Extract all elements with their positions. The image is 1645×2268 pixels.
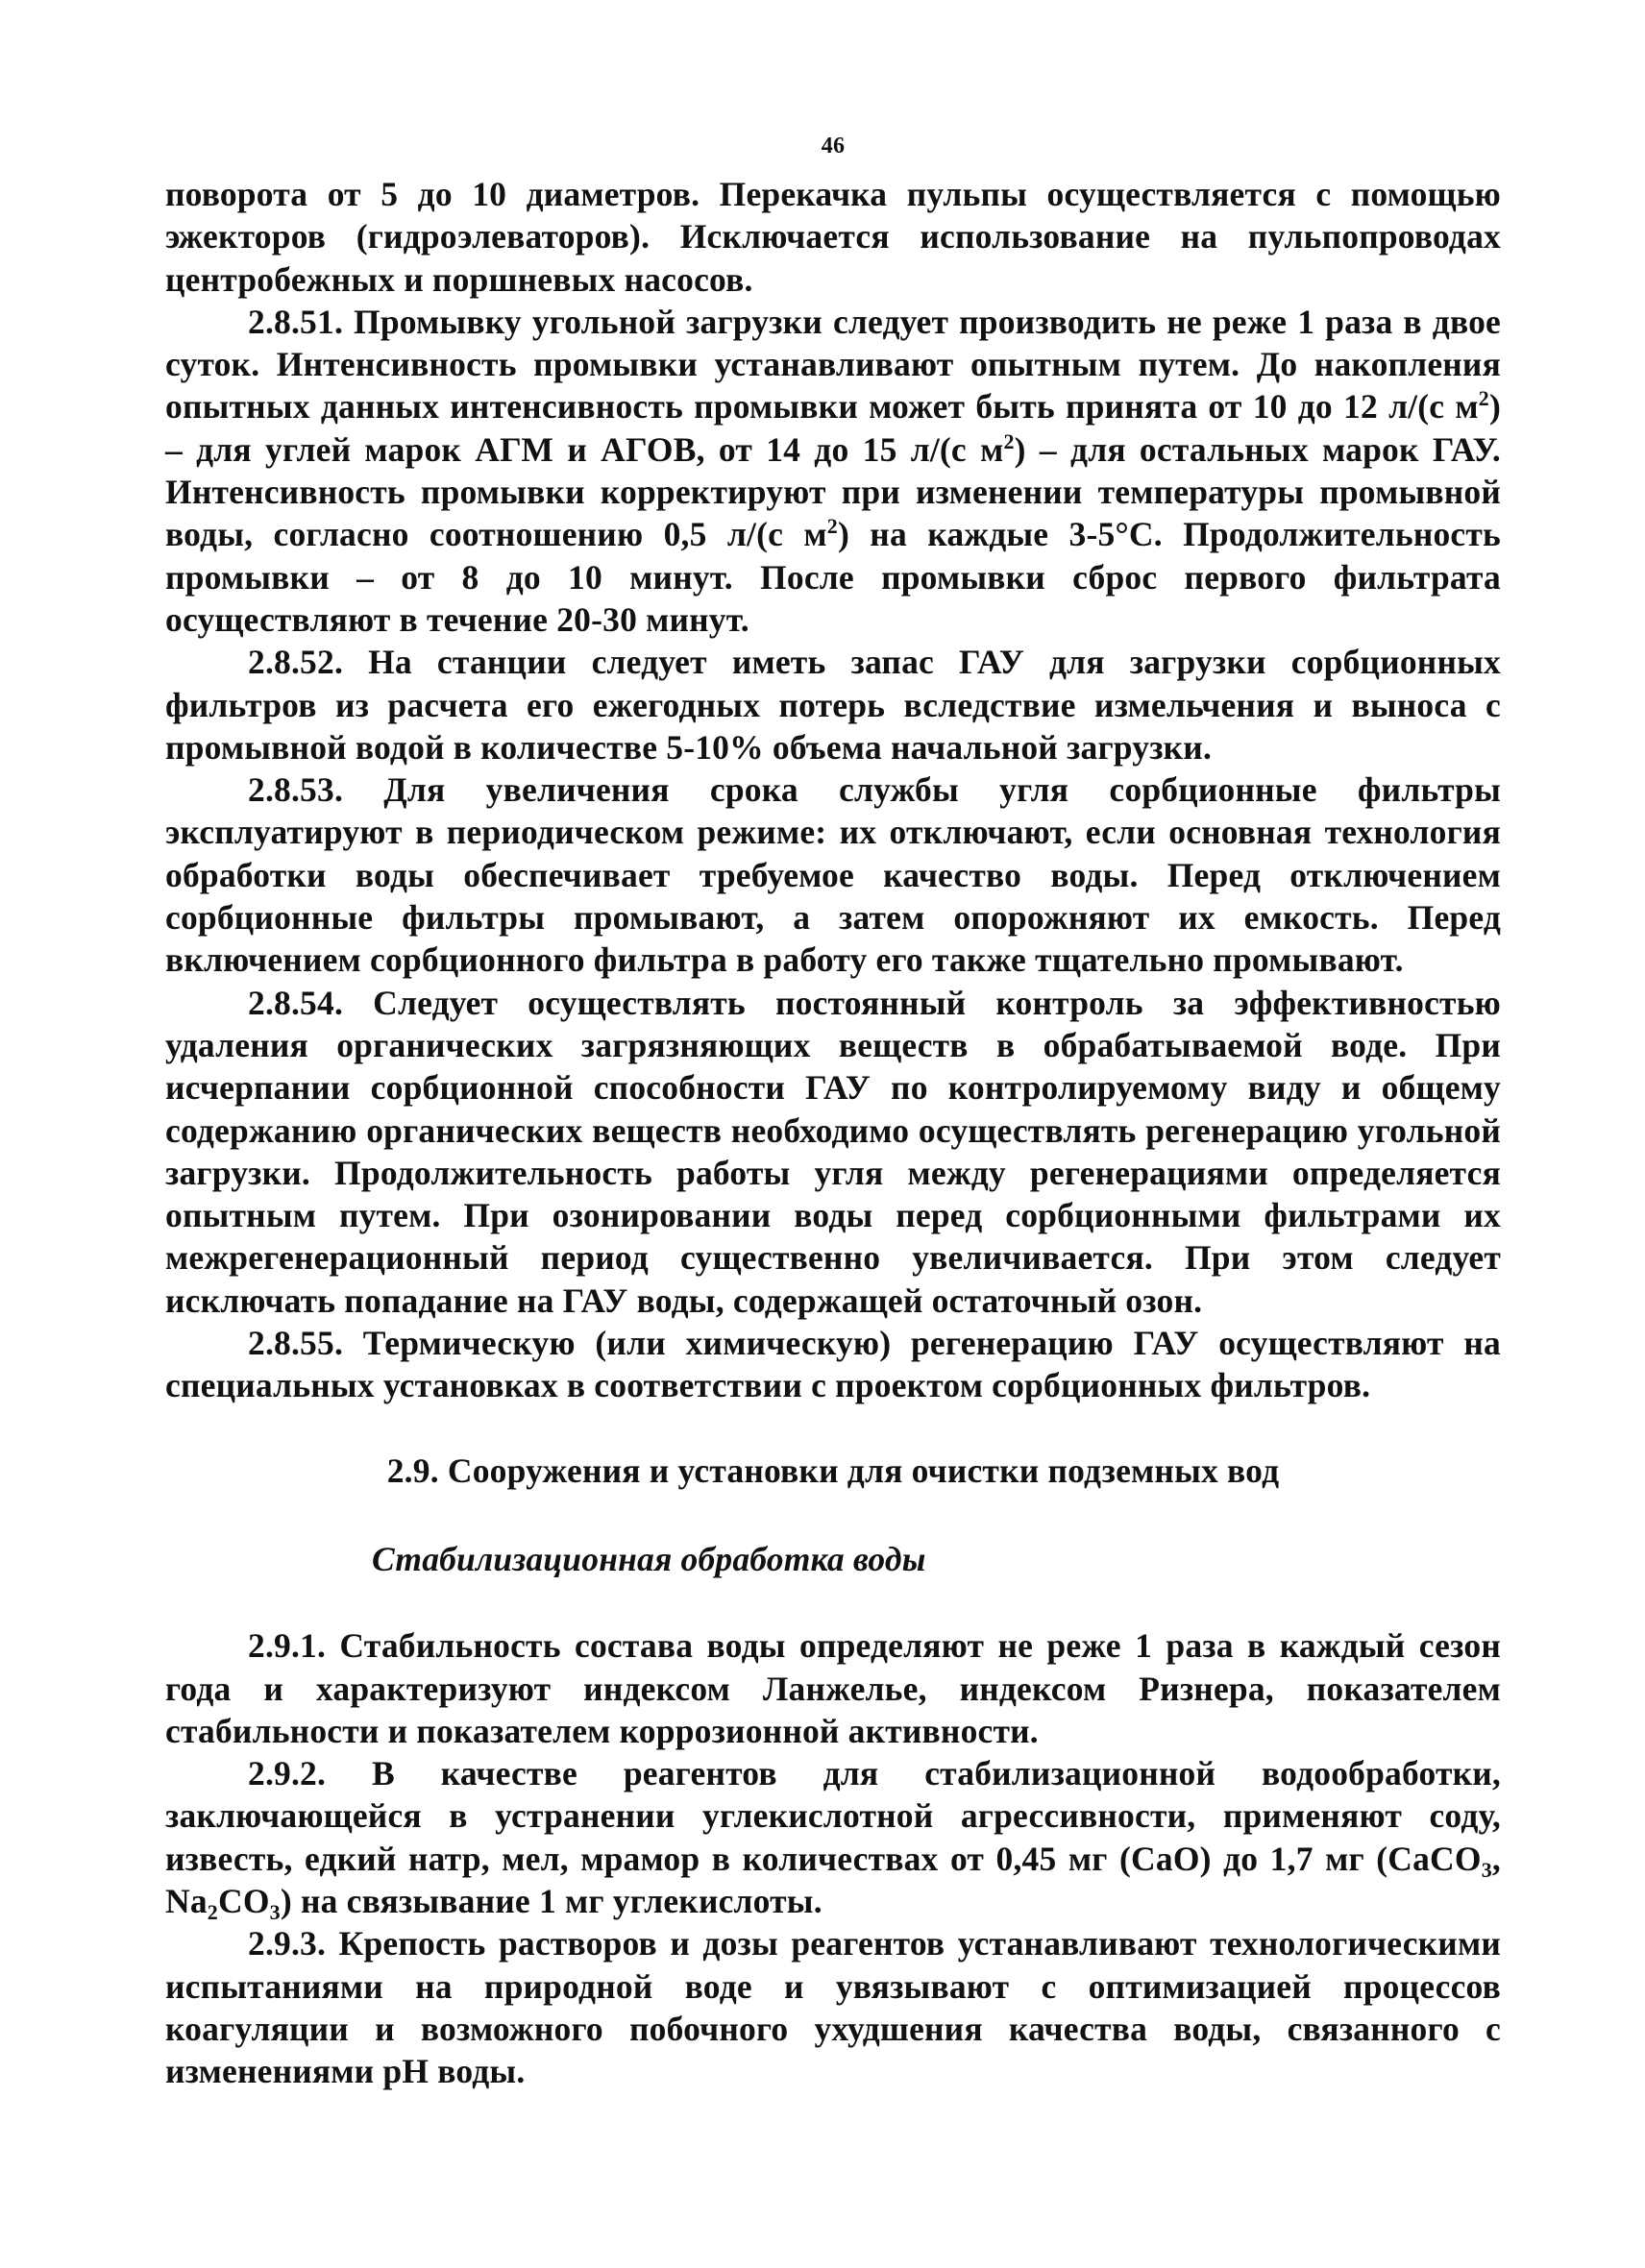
section-subheading: Стабилизационная обработка воды (372, 1539, 926, 1578)
paragraph-continuation: поворота от 5 до 10 диаметров. Перекачка пульпы осуществляется с помощью эжекторов (гидроэлеваторов). Исключается использование на пульпопроводах центробежных и поршневых насосов. (165, 175, 1501, 299)
paragraph-2-9-2: 2.9.2. В качестве реагентов для стабилизационной водообработки, заключающейся в устранении углекислотной агрессивности, применяют соду, известь, едкий натр, мел, мрамор в количествах от 0,45 мг (СаО) до 1,7 мг (СаСО$_3$, $Na_2СО_3$) на связывание 1 мг углекислоты. (165, 1754, 1501, 1924)
section-heading: 2.9. Сооружения и установки для очистки подземных вод (386, 1451, 1280, 1490)
paragraph-2-8-55: 2.8.55. Термическую (или химическую) регенерацию ГАУ осуществляют на специальных установках в соответствии с проектом сорбционных фильтров. (165, 1324, 1501, 1405)
paragraph-2-9-3: 2.9.3. Крепость растворов и дозы реагентов устанавливают технологическими испытаниями на природной воде и увязывают с оптимизацией процессов коагуляции и возможного побочного ухудшения качества воды, связанного с изменениями pH воды. (165, 1924, 1501, 2091)
page-number: 46 (821, 134, 846, 159)
paragraph-2-9-1: 2.9.1. Стабильность состава воды определяют не реже 1 раза в каждый сезон года и характеризуют индексом Ланжелье, индексом Ризнера, показателем стабильности и показателем коррозионной активности. (165, 1626, 1501, 1750)
paragraph-2-8-52: 2.8.52. На станции следует иметь запас ГАУ для загрузки сорбционных фильтров из расчета его ежегодных потерь вследствие измельчения и выноса с промывной водой в количестве 5-10% объема начальной загрузки. (165, 643, 1501, 767)
paragraph-2-8-54: 2.8.54. Следует осуществлять постоянный контроль за эффективностью удаления органических загрязняющих веществ в обрабатываемой воде. При исчерпании сорбционной способности ГАУ по контролируемому виду и общему содержанию органических веществ необходимо осуществлять регенерацию угольной загрузки. Продолжительность работы угля между регенерациями определяется опытным путем. При озонировании воды перед сорбционными фильтрами их межрегенерационный период существенно увеличивается. При этом следует исключать попадание на ГАУ воды, содержащей остаточный озон. (165, 983, 1501, 1320)
document-body (165, 173, 1501, 2092)
paragraph-2-8-51: 2.8.51. Промывку угольной загрузки следует производить не реже 1 раза в двое суток. Интенсивность промывки устанавливают опытным путем. До накопления опытных данных интенсивность промывки может быть принята от 10 до 12 л/(с $м^2$) – для углей марок АГМ и АГОВ, от 14 до 15 л/(с $м^2$) – для остальных марок ГАУ. Интенсивность промывки корректируют при изменении температуры промывной воды, согласно соотношению 0,5 л/(с $м^2$) на каждые 3-5°С. Продолжительность промывки – от 8 до 10 минут. После промывки сброс первого фильтрата осуществляют в течение 20-30 минут. (165, 302, 1501, 639)
paragraph-2-8-53: 2.8.53. Для увеличения срока службы угля сорбционные фильтры эксплуатируют в периодическом режиме: их отключают, если основная технология обработки воды обеспечивает требуемое качество воды. Перед отключением сорбционные фильтры промывают, а затем опорожняют их емкость. Перед включением сорбционного фильтра в работу его также тщательно промывают. (165, 770, 1501, 980)
